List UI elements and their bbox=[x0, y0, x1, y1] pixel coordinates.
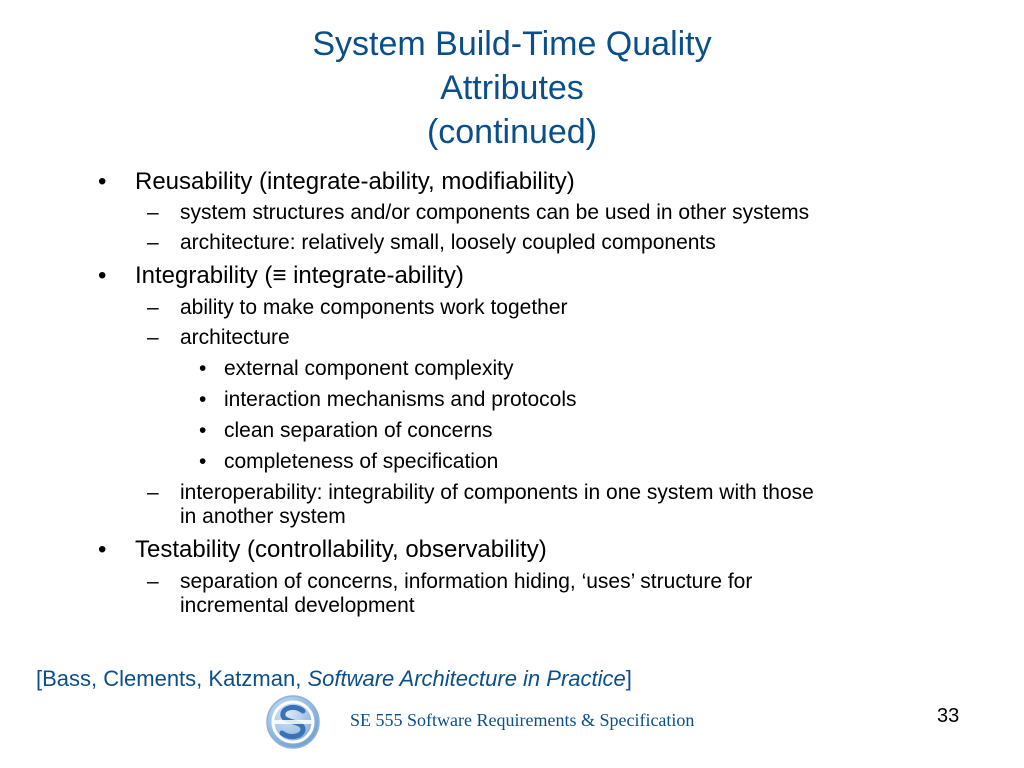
citation-prefix: [Bass, Clements, Katzman, bbox=[36, 666, 308, 691]
title-line-2: Attributes bbox=[440, 69, 584, 107]
dash-marker: – bbox=[147, 231, 159, 254]
dash-marker: – bbox=[147, 570, 159, 593]
bullet-text: Testability (controllability, observability) bbox=[135, 536, 547, 563]
logo-graphic bbox=[265, 694, 321, 750]
sub-bullet-text: interoperability: integrability of components in one system with those bbox=[180, 481, 814, 504]
citation bbox=[36, 666, 632, 692]
bullet-marker: • bbox=[98, 536, 107, 563]
sub-bullet-text-continued: in another system bbox=[180, 505, 346, 528]
sub-sub-bullet-text: clean separation of concerns bbox=[224, 419, 493, 442]
citation-book-title: Software Architecture in Practice bbox=[307, 666, 626, 691]
citation-suffix: ] bbox=[625, 666, 632, 691]
sub-sub-bullet-text: external component complexity bbox=[224, 357, 514, 380]
sub-bullet-text: architecture: relatively small, loosely coupled components bbox=[180, 231, 716, 254]
page-number: 33 bbox=[937, 705, 960, 727]
sub-sub-bullet-text: interaction mechanisms and protocols bbox=[224, 388, 577, 411]
sub-bullet-text: system structures and/or components can be used in other systems bbox=[180, 201, 810, 224]
bullet-text: Integrability (≡ integrate-ability) bbox=[135, 262, 464, 289]
sub-bullet-text: ability to make components work together bbox=[180, 296, 568, 319]
bullet-marker: • bbox=[199, 419, 207, 442]
stevens-logo-icon bbox=[265, 694, 321, 750]
footer-course-title: SE 555 Software Requirements & Specification bbox=[350, 710, 695, 730]
title-line-3: (continued) bbox=[426, 113, 598, 151]
bullet-marker: • bbox=[98, 168, 107, 195]
sub-sub-bullet-text: completeness of specification bbox=[224, 450, 499, 473]
dash-marker: – bbox=[147, 326, 159, 349]
bullet-marker: • bbox=[199, 357, 207, 380]
bullet-marker: • bbox=[199, 450, 207, 473]
dash-marker: – bbox=[147, 296, 159, 319]
dash-marker: – bbox=[147, 481, 159, 504]
bullet-text: Reusability (integrate-ability, modifiability) bbox=[135, 168, 575, 195]
sub-bullet-text: separation of concerns, information hiding, ‘uses’ structure for bbox=[180, 570, 753, 593]
sub-bullet-text: architecture bbox=[180, 326, 290, 349]
bullet-marker: • bbox=[98, 262, 107, 289]
dash-marker: – bbox=[147, 201, 159, 224]
bullet-marker: • bbox=[199, 388, 207, 411]
title-line-1: System Build-Time Quality bbox=[312, 25, 712, 63]
sub-bullet-text-continued: incremental development bbox=[180, 594, 415, 617]
